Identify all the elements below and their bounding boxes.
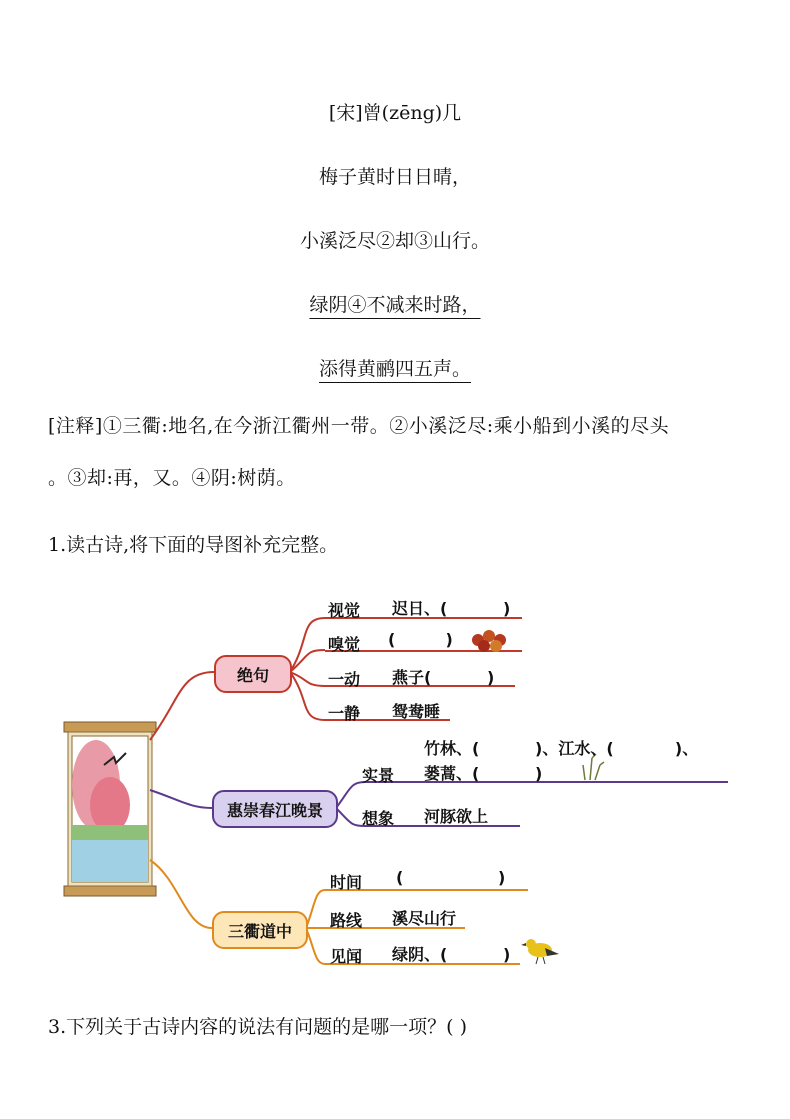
branch-content-time: ( ) — [396, 868, 506, 887]
question-1: 1.读古诗,将下面的导图补充完整。 — [48, 534, 339, 556]
node-sanqu: 三衢道中 — [212, 911, 308, 949]
branch-content-motion: 燕子( ) — [392, 668, 495, 687]
branch-content-smell: ( ) — [388, 630, 453, 649]
question-3: 3.下列关于古诗内容的说法有问题的是哪一项？( ) — [48, 1016, 467, 1038]
branch-label-time: 时间 — [330, 873, 363, 892]
notes-line-2: 。③却:再，又。④阴:树荫。 — [48, 467, 296, 489]
branch-content-visual: 迟日、( ) — [392, 599, 511, 618]
notes-line-1: [注释]①三衢:地名,在今浙江衢州一带。②小溪泛尽:乘小船到小溪的尽头 — [48, 415, 670, 437]
poem-author: [宋]曾(zēng)几 — [328, 102, 462, 124]
branch-label-smell: 嗅觉 — [328, 635, 361, 654]
branch-content-imagine: 河豚欲上 — [424, 807, 489, 826]
branch-content-still: 鸳鸯睡 — [392, 702, 441, 721]
branch-content-seen: 绿阴、( ) — [392, 945, 511, 964]
poem-line-3: 绿阴④不减来时路， — [309, 294, 481, 316]
branch-content-route: 溪尽山行 — [392, 909, 457, 928]
plum-fruit-icon — [472, 630, 506, 652]
branch-label-motion: 一动 — [328, 670, 361, 689]
branch-content-scene-top: 竹林、( )、江水、( )、 — [424, 739, 699, 758]
branch-label-imagine: 想象 — [362, 809, 395, 828]
node-huichong: 惠崇春江晚景 — [212, 790, 338, 828]
scroll-painting-icon — [64, 722, 156, 896]
branch-content-scene: 蒌蒿、( ) — [424, 764, 543, 783]
branch-label-visual: 视觉 — [328, 601, 361, 620]
branch-label-seen: 见闻 — [330, 947, 363, 966]
poem-line-4: 添得黄鹂四五声。 — [318, 358, 471, 380]
branch-label-route: 路线 — [330, 911, 363, 930]
oriole-bird-icon — [521, 939, 559, 964]
poem-line-1: 梅子黄时日日晴， — [318, 166, 471, 188]
branch-label-scene: 实景 — [362, 766, 395, 785]
poem-line-2: 小溪泛尽②却③山行。 — [299, 230, 490, 252]
node-jueju: 绝句 — [214, 655, 292, 693]
branch-label-still: 一静 — [328, 704, 361, 723]
